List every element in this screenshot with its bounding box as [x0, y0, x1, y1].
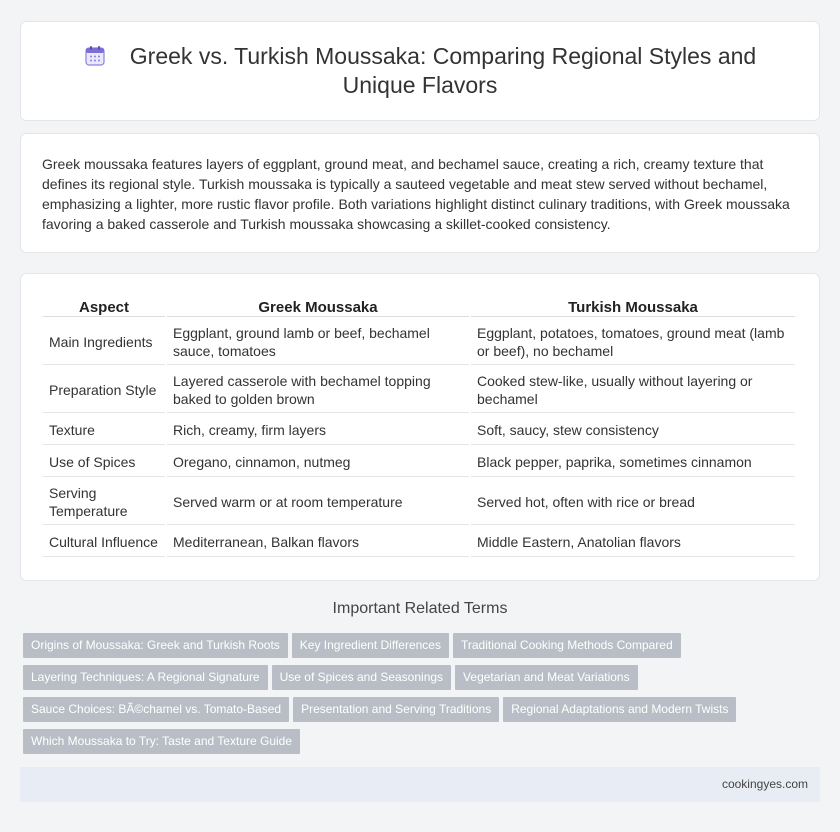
row-aspect: Cultural Influence: [43, 527, 165, 557]
row-aspect: Serving Temperature: [43, 479, 165, 525]
related-term-tag[interactable]: Key Ingredient Differences: [292, 633, 449, 658]
calendar-icon: [84, 45, 106, 67]
related-terms-list: [23, 633, 803, 761]
related-term-tag[interactable]: Use of Spices and Seasonings: [272, 665, 451, 690]
footer-site-link[interactable]: cookingyes.com: [721, 777, 808, 791]
header-turkish: Turkish Moussaka: [471, 296, 795, 317]
row-turkish: Black pepper, paprika, sometimes cinnamon: [471, 447, 795, 477]
table-row: [43, 447, 795, 477]
row-greek: Layered casserole with bechamel topping baked to golden brown: [167, 367, 469, 413]
related-terms-heading: Important Related Terms: [332, 600, 508, 617]
row-turkish: Middle Eastern, Anatolian flavors: [471, 527, 795, 557]
related-term-tag[interactable]: Layering Techniques: A Regional Signature: [23, 665, 268, 690]
related-term-tag[interactable]: Regional Adaptations and Modern Twists: [503, 697, 736, 722]
related-term-tag[interactable]: Origins of Moussaka: Greek and Turkish Roots: [23, 633, 288, 658]
table-row: [43, 415, 795, 445]
table-header-row: [43, 296, 795, 317]
row-greek: Served warm or at room temperature: [167, 479, 469, 525]
related-term-tag[interactable]: Which Moussaka to Try: Taste and Texture Guide: [23, 729, 300, 754]
table-row: [43, 367, 795, 413]
related-term-tag[interactable]: Presentation and Serving Traditions: [293, 697, 499, 722]
title-card: [20, 21, 820, 121]
related-term-tag[interactable]: Sauce Choices: BÃ©chamel vs. Tomato-Based: [23, 697, 289, 722]
table-row: [43, 479, 795, 525]
related-term-tag[interactable]: Vegetarian and Meat Variations: [455, 665, 638, 690]
header-aspect: Aspect: [43, 296, 165, 317]
row-greek: Mediterranean, Balkan flavors: [167, 527, 469, 557]
table-row: [43, 319, 795, 365]
row-aspect: Preparation Style: [43, 367, 165, 413]
row-greek: Rich, creamy, firm layers: [167, 415, 469, 445]
footer: [20, 767, 820, 802]
table-row: [43, 527, 795, 557]
row-greek: Oregano, cinnamon, nutmeg: [167, 447, 469, 477]
intro-paragraph: Greek moussaka features layers of eggplant, ground meat, and bechamel sauce, creating a rich, creamy texture that defines its regional style. Turkish moussaka is typically a sauteed vegetable and meat stew served without bechamel, emphasizing a lighter, more rustic flavor profile. Both variations highlight distinct culinary traditions, with Greek moussaka favoring a baked casserole and Turkish moussaka showcasing a skillet-cooked consistency.: [42, 156, 790, 232]
header-greek: Greek Moussaka: [167, 296, 469, 317]
row-aspect: Texture: [43, 415, 165, 445]
row-turkish: Soft, saucy, stew consistency: [471, 415, 795, 445]
related-term-tag[interactable]: Traditional Cooking Methods Compared: [453, 633, 681, 658]
page-title-text: Greek vs. Turkish Moussaka: Comparing Regional Styles and Unique Flavors: [129, 43, 757, 98]
row-turkish: Served hot, often with rice or bread: [471, 479, 795, 525]
row-aspect: Main Ingredients: [43, 319, 165, 365]
row-greek: Eggplant, ground lamb or beef, bechamel sauce, tomatoes: [167, 319, 469, 365]
comparison-table: [41, 294, 797, 559]
row-turkish: Cooked stew-like, usually without layering or bechamel: [471, 367, 795, 413]
comparison-table-card: [20, 273, 820, 581]
intro-card: [20, 133, 820, 253]
row-turkish: Eggplant, potatoes, tomatoes, ground meat (lamb or beef), no bechamel: [471, 319, 795, 365]
row-aspect: Use of Spices: [43, 447, 165, 477]
page-title: [70, 42, 770, 100]
